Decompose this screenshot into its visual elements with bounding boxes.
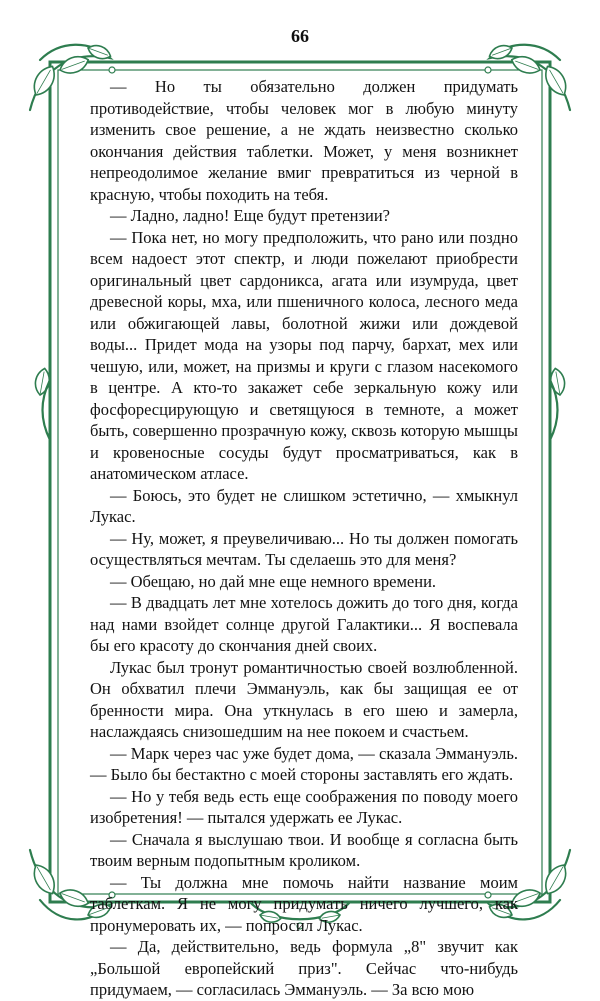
paragraph: — Обещаю, но дай мне еще немного времени. (110, 571, 437, 591)
paragraph: — Ты должна мне помочь найти название моим таблеткам. Я не могу придумать ничего лучшего, как пронумеровать их, — попросил Лукас. (90, 872, 518, 935)
paragraph: — В двадцать лет мне хотелось дожить до того дня, когда над нами взойдет солнце другой Галактики... Я воспевала бы его красоту до скончания дней своих. (90, 593, 518, 655)
paragraph: — Ну, может, я преувеличиваю... Но ты должен помогать осуществляться мечтам. Ты сделаешь это для меня? (90, 528, 518, 569)
paragraph: — Но ты обязательно должен придумать противодействие, чтобы человек мог в любую минуту изменить свое решение, а не ждать неизвестно сколько окончания действия таблетки. Может, у меня возникнет непреодолимое желание вмиг превратиться из черной в красную, чтобы походить на тебя. (90, 77, 518, 204)
paragraph: — Марк через час уже будет дома, — сказала Эммануэль. — Было бы бестактно с моей стороны заставлять его ждать. (90, 743, 518, 784)
paragraph: — Но у тебя ведь есть еще соображения по поводу моего изобретения! — пытался удержать ее Лукас. (90, 786, 518, 827)
paragraph: — Да, действительно, ведь формула „8" звучит как „Большой европейский приз". Сейчас что-нибудь придумаем, — согласилась Эммануэль. — За всю мою (90, 937, 518, 999)
berry-top-right (485, 67, 491, 73)
paragraph: Лукас был тронут романтичностью своей возлюбленной. Он обхватил плечи Эммануэль, как бы защищая ее от бренности мира. Она уткнулась в его шею и замерла, наслаждаясь снизошедшим на нее покоем и счастьем. (90, 657, 518, 741)
berry-top-left (109, 67, 115, 73)
body-text (90, 76, 518, 1001)
paragraph: — Боюсь, это будет не слишком эстетично, — хмыкнул Лукас. (90, 485, 518, 526)
paragraph: — Ладно, ладно! Еще будут претензии? (110, 206, 390, 225)
paragraph: — Пока нет, но могу предположить, что рано или поздно всем надоест этот спектр, и люди пожелают приобрести оригинальный цвет сардоникса, агата или изумруда, цвет древесной коры, мха, или пшеничного колоса, лесного меда или обжигающей лавы, болотной жижи или дождевой воды... Придет мода на узоры под парчу, бархат, мех или чешую, или, может, на призмы и круги с глазом насекомого в центре. А кто-то закажет себе зеркальную кожу или фосфоресцирующую и светящуюся в темноте, а может быть, совершенно прозрачную кожу, сквозь которую мышцы и кровеносные сосуды будут просматриваться, как в анатомическом атласе. (90, 227, 519, 483)
page-number: 66 (291, 26, 309, 46)
paragraph: — Сначала я выслушаю твои. И вообще я согласна быть твоим верным подопытным кроликом. (90, 829, 518, 870)
